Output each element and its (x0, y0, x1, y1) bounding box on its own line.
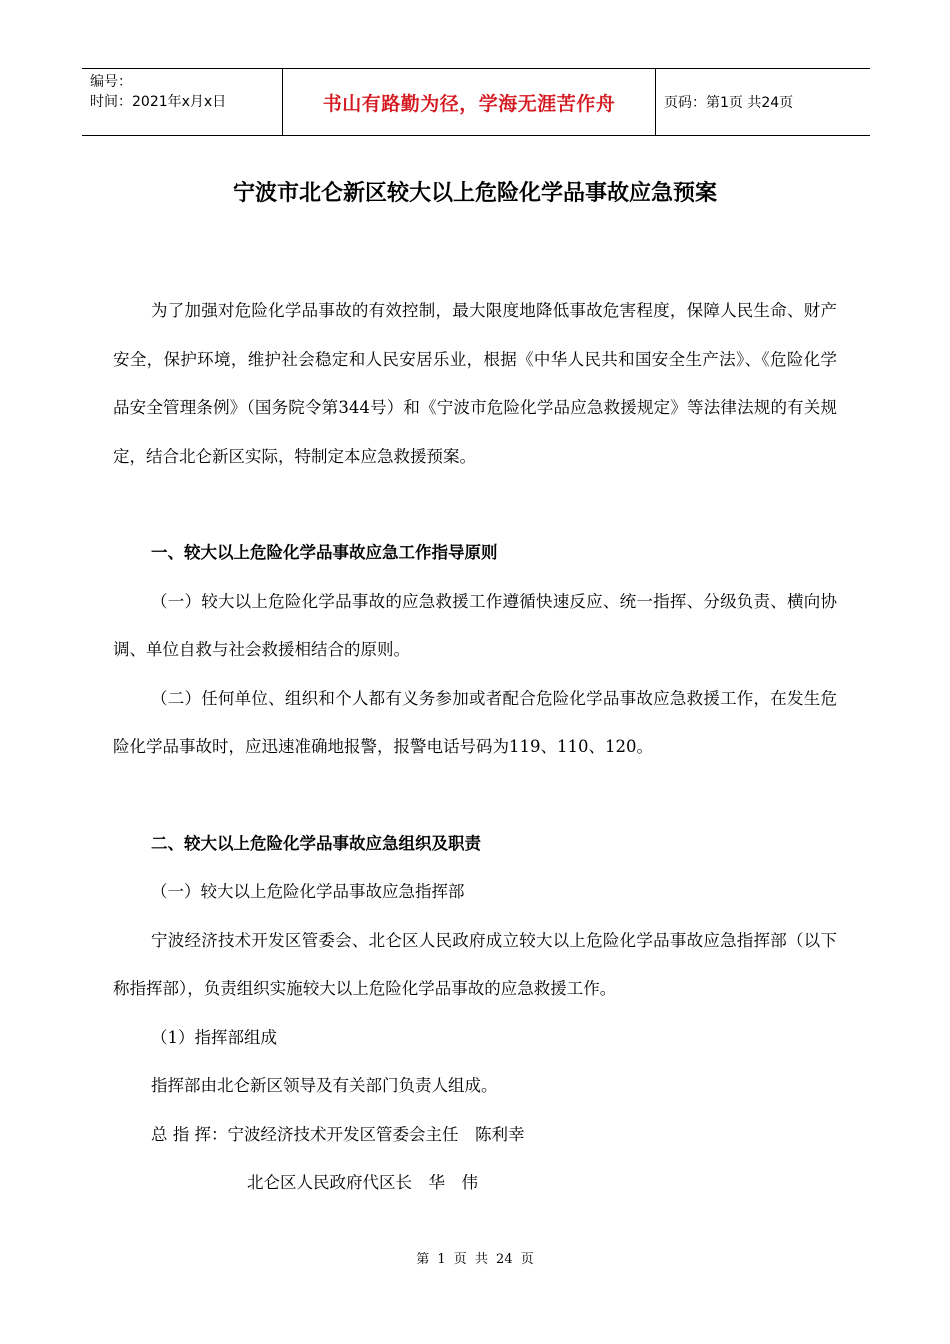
section-1-heading: 一、较大以上危险化学品事故应急工作指导原则 (151, 543, 498, 562)
section-2-paragraph-2: 指挥部由北仑新区领导及有关部门负责人组成。 (151, 1076, 498, 1095)
document-date: 时间：2021年x月x日 (90, 94, 227, 110)
document-number-label: 编号： (90, 74, 132, 90)
page-footer: 第 1 页 共 24 页 (416, 1252, 534, 1267)
section-2-subheading: （一）较大以上危险化学品事故应急指挥部 (151, 882, 465, 901)
section-2-item-1: （1）指挥部组成 (151, 1027, 277, 1047)
header-meta-cell (82, 69, 282, 135)
commander-line-2: 北仑区人民政府代区长 华 伟 (247, 1173, 478, 1192)
header-motto: 书山有路勤为径，学海无涯苦作舟 (282, 69, 656, 135)
section-1-paragraph-1: （一）较大以上危险化学品事故的应急救援工作遵循快速反应、统一指挥、分级负责、横向协调、单位自救与社会救援相结合的原则。 (113, 591, 837, 659)
header-page-info: 页码：第1页 共24页 (664, 95, 794, 111)
intro-paragraph: 为了加强对危险化学品事故的有效控制，最大限度地降低事故危害程度，保障人民生命、财产安全，保护环境，维护社会稳定和人民安居乐业，根据《中华人民共和国安全生产法》、《危险化学品安全管理条例》（国务院令第344号）和《宁波市危险化学品应急救援规定》等法律法规的有关规定，结合北仑新区实际，特制定本应急救援预案。 (113, 301, 837, 466)
spacer (113, 481, 837, 529)
header-table (82, 68, 870, 136)
section-2-heading: 二、较大以上危险化学品事故应急组织及职责 (151, 833, 481, 853)
document-title: 宁波市北仑新区较大以上危险化学品事故应急预案 (232, 181, 717, 206)
section-1-paragraph-2: （二）任何单位、组织和个人都有义务参加或者配合危险化学品事故应急救援工作，在发生危险化学品事故时，应迅速准确地报警，报警电话号码为119、110、120。 (113, 688, 837, 756)
commander-line-1: 总 指 挥：宁波经济技术开发区管委会主任 陈利幸 (151, 1124, 525, 1144)
spacer (113, 772, 837, 820)
document-body (113, 287, 837, 1208)
section-2-paragraph-1: 宁波经济技术开发区管委会、北仑区人民政府成立较大以上危险化学品事故应急指挥部（以下称指挥部），负责组织实施较大以上危险化学品事故的应急救援工作。 (113, 930, 837, 998)
